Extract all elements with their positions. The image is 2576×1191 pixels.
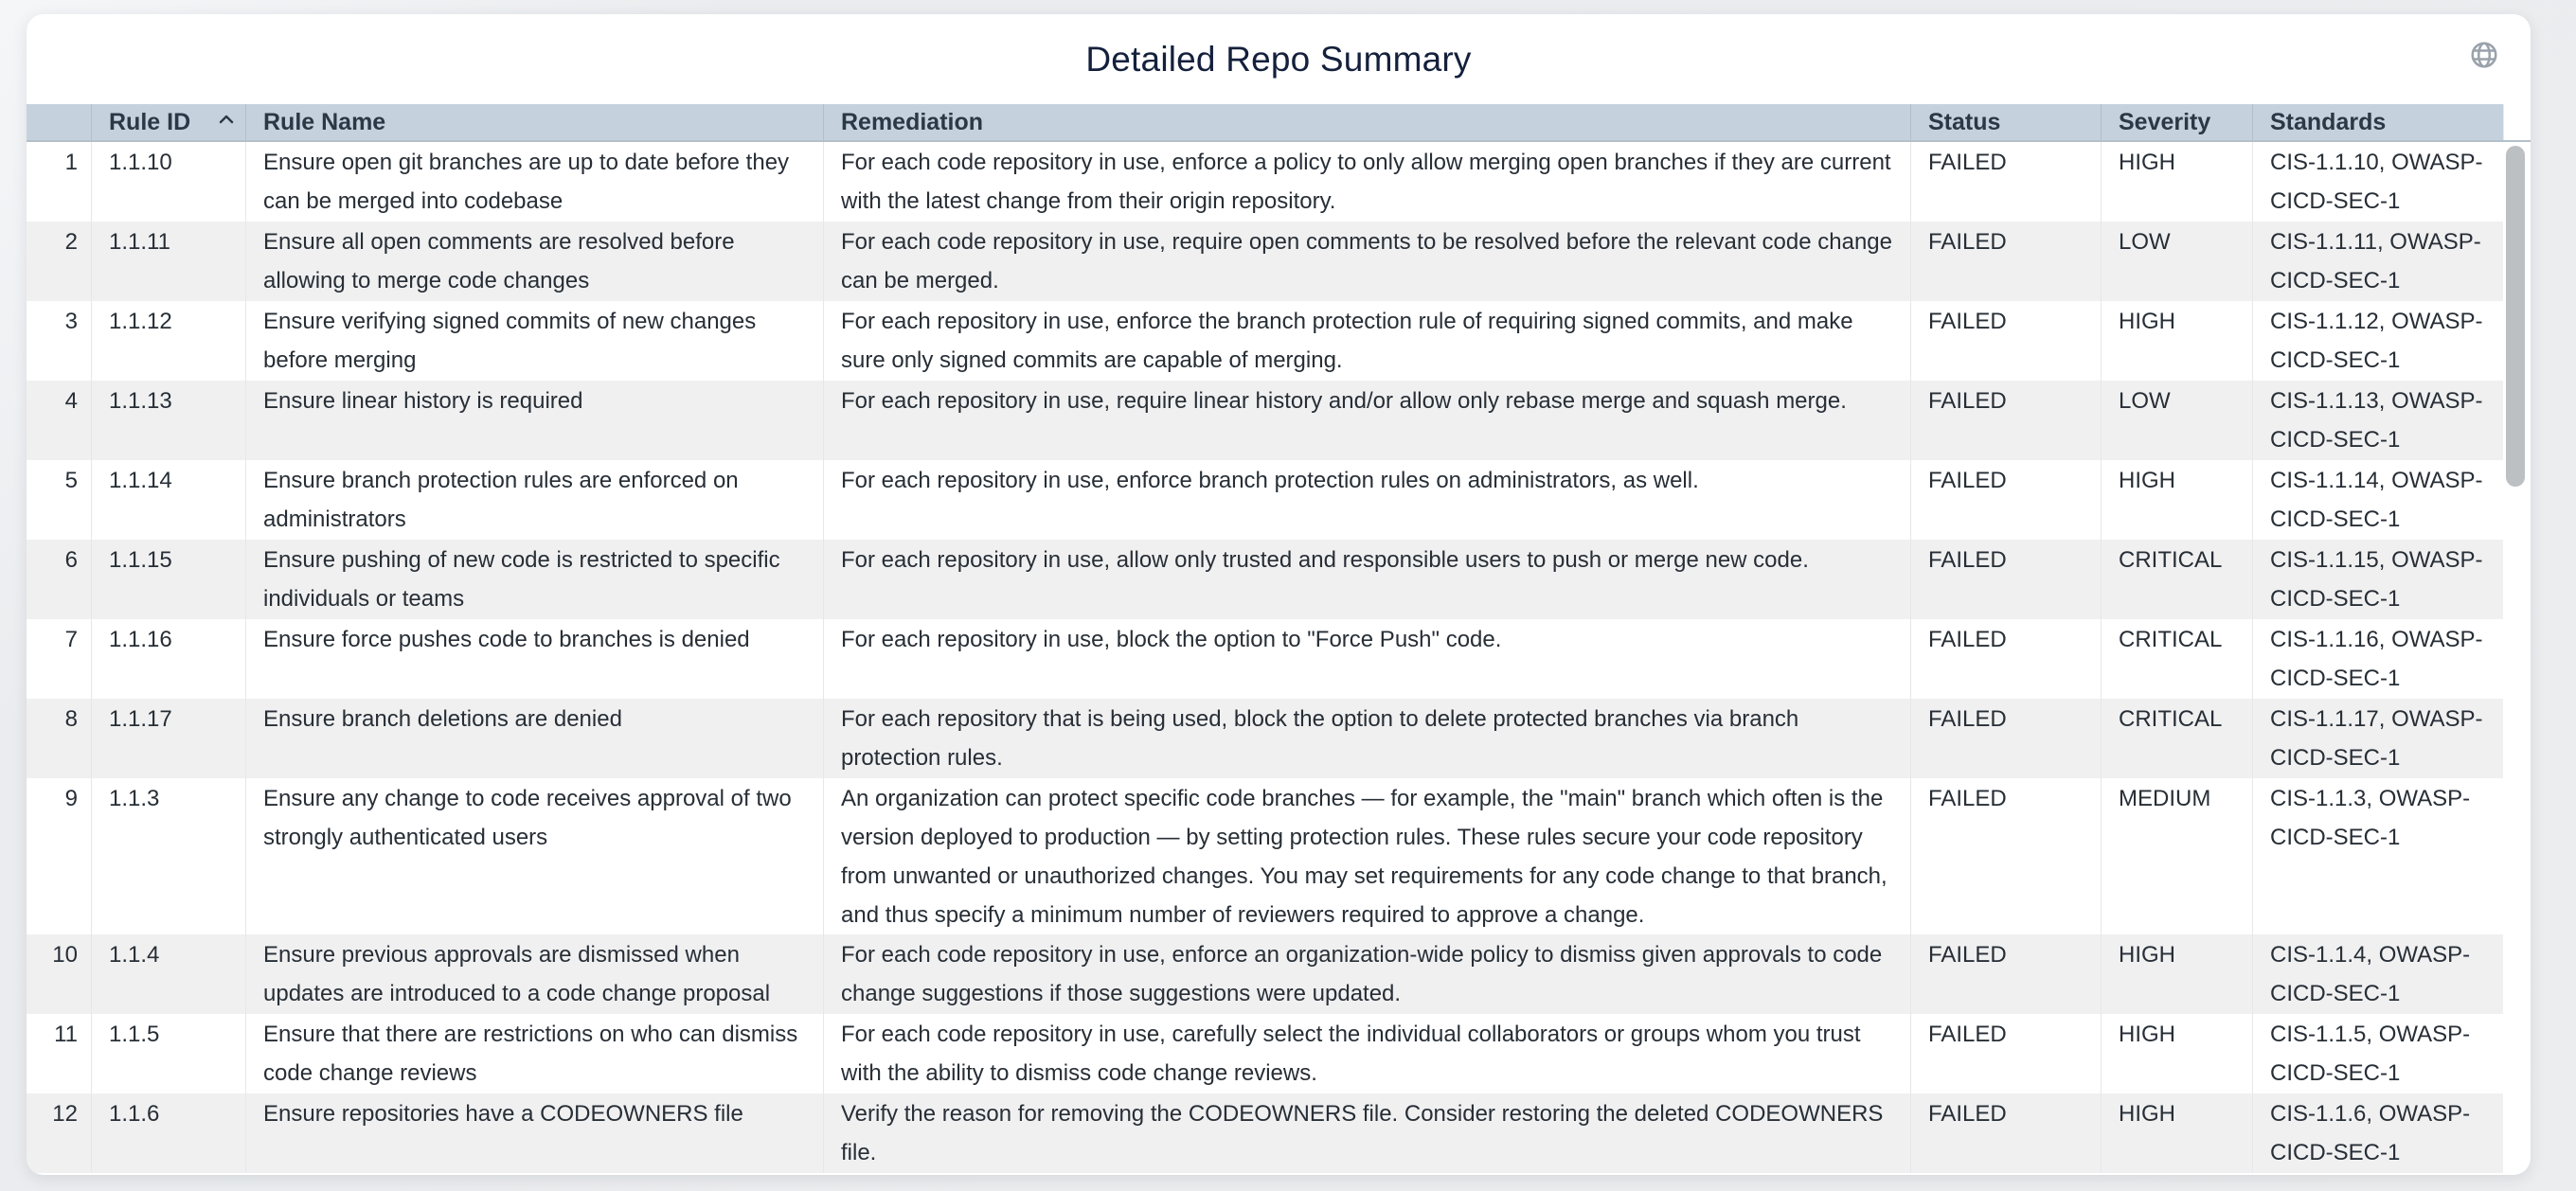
column-header-label: Severity bbox=[2119, 108, 2211, 135]
cell-standards: CIS-1.1.6, OWASP-CICD-SEC-1 bbox=[2270, 1101, 2471, 1165]
cell-severity: HIGH bbox=[2102, 142, 2253, 222]
cell-rule-id: 1.1.6 bbox=[92, 1093, 246, 1173]
cell-severity: LOW bbox=[2102, 381, 2253, 460]
cell-status: FAILED bbox=[1911, 460, 2102, 540]
cell-remediation: For each code repository in use, enforce an organization-wide policy to dismiss given approvals to code change suggestions if those suggestions were updated. bbox=[824, 934, 1911, 1014]
cell-standards: CIS-1.1.14, OWASP-CICD-SEC-1 bbox=[2270, 468, 2483, 532]
cell-rule-id: 1.1.15 bbox=[92, 540, 246, 619]
cell-num: 11 bbox=[27, 1014, 92, 1093]
page-title: Detailed Repo Summary bbox=[1085, 40, 1472, 79]
cell-remediation: For each repository in use, enforce the branch protection rule of requiring signed commits, and make sure only signed commits are capable of merging. bbox=[824, 301, 1911, 381]
vertical-scrollbar-thumb[interactable] bbox=[2506, 146, 2525, 487]
cell-status: FAILED bbox=[1911, 381, 2102, 460]
cell-severity: CRITICAL bbox=[2102, 699, 2253, 778]
cell-severity: LOW bbox=[2102, 222, 2253, 301]
table-row bbox=[27, 222, 2503, 301]
cell-num: 6 bbox=[27, 540, 92, 619]
cell-rule-id: 1.1.3 bbox=[92, 778, 246, 934]
cell-remediation: For each code repository in use, carefully select the individual collaborators or groups whom you trust with the ability to dismiss code change reviews. bbox=[824, 1014, 1911, 1093]
cell-num: 3 bbox=[27, 301, 92, 381]
cell-remediation: For each code repository in use, enforce a policy to only allow merging open branches if they are current with the latest change from their origin repository. bbox=[824, 142, 1911, 222]
table-header-row bbox=[27, 104, 2503, 140]
cell-num: 4 bbox=[27, 381, 92, 460]
table-row bbox=[27, 778, 2503, 934]
cell-rule-name: Ensure force pushes code to branches is denied bbox=[246, 619, 824, 699]
column-header-rule_name[interactable] bbox=[246, 104, 824, 140]
cell-status: FAILED bbox=[1911, 699, 2102, 778]
cell-rule-name: Ensure all open comments are resolved before allowing to merge code changes bbox=[246, 222, 824, 301]
column-header-status[interactable] bbox=[1911, 104, 2102, 140]
sort-ascending-icon bbox=[215, 108, 238, 137]
cell-remediation: For each code repository in use, require open comments to be resolved before the relevant code change can be merged. bbox=[824, 222, 1911, 301]
cell-rule-name: Ensure any change to code receives approval of two strongly authenticated users bbox=[246, 778, 824, 934]
cell-num: 2 bbox=[27, 222, 92, 301]
vertical-scrollbar-track[interactable] bbox=[2504, 142, 2527, 1173]
cell-severity: HIGH bbox=[2102, 1093, 2253, 1173]
cell-status: FAILED bbox=[1911, 1014, 2102, 1093]
table-row bbox=[27, 934, 2503, 1014]
column-header-remediation[interactable] bbox=[824, 104, 1911, 140]
language-button[interactable] bbox=[2468, 39, 2500, 71]
table-row bbox=[27, 1093, 2503, 1173]
cell-status: FAILED bbox=[1911, 1093, 2102, 1173]
table-row bbox=[27, 460, 2503, 540]
cell-severity: HIGH bbox=[2102, 1014, 2253, 1093]
cell-num: 7 bbox=[27, 619, 92, 699]
cell-severity: CRITICAL bbox=[2102, 619, 2253, 699]
cell-severity: HIGH bbox=[2102, 301, 2253, 381]
cell-rule-name: Ensure previous approvals are dismissed when updates are introduced to a code change proposal bbox=[246, 934, 824, 1014]
cell-rule-id: 1.1.13 bbox=[92, 381, 246, 460]
cell-severity: HIGH bbox=[2102, 934, 2253, 1014]
cell-status: FAILED bbox=[1911, 934, 2102, 1014]
cell-rule-id: 1.1.4 bbox=[92, 934, 246, 1014]
cell-standards: CIS-1.1.11, OWASP-CICD-SEC-1 bbox=[2270, 229, 2481, 293]
summary-card bbox=[27, 14, 2531, 1175]
cell-remediation: For each repository in use, enforce branch protection rules on administrators, as well. bbox=[824, 460, 1911, 540]
cell-rule-id: 1.1.11 bbox=[92, 222, 246, 301]
cell-num: 10 bbox=[27, 934, 92, 1014]
cell-remediation: An organization can protect specific code branches — for example, the "main" branch which often is the version deployed to production — by setting protection rules. These rules secure your code repository from unwanted or unauthorized changes. You may set requirements for any code change to that branch, and thus specify a minimum number of reviewers required to approve a change. bbox=[824, 778, 1911, 934]
cell-num: 12 bbox=[27, 1093, 92, 1173]
table-row bbox=[27, 540, 2503, 619]
cell-num: 8 bbox=[27, 699, 92, 778]
cell-num: 9 bbox=[27, 778, 92, 934]
cell-remediation: For each repository in use, allow only trusted and responsible users to push or merge new code. bbox=[824, 540, 1911, 619]
repo-summary-table bbox=[27, 104, 2504, 140]
cell-status: FAILED bbox=[1911, 778, 2102, 934]
cell-standards: CIS-1.1.12, OWASP-CICD-SEC-1 bbox=[2270, 309, 2483, 373]
cell-standards: CIS-1.1.13, OWASP-CICD-SEC-1 bbox=[2270, 388, 2483, 453]
cell-status: FAILED bbox=[1911, 540, 2102, 619]
cell-standards: CIS-1.1.5, OWASP-CICD-SEC-1 bbox=[2270, 1022, 2471, 1086]
cell-remediation: Verify the reason for removing the CODEOWNERS file. Consider restoring the deleted CODEOWNERS file. bbox=[824, 1093, 1911, 1173]
cell-rule-name: Ensure verifying signed commits of new changes before merging bbox=[246, 301, 824, 381]
table-row bbox=[27, 142, 2503, 222]
cell-status: FAILED bbox=[1911, 301, 2102, 381]
cell-rule-id: 1.1.12 bbox=[92, 301, 246, 381]
column-header-label: Rule ID bbox=[109, 108, 191, 135]
cell-severity: CRITICAL bbox=[2102, 540, 2253, 619]
cell-rule-name: Ensure branch deletions are denied bbox=[246, 699, 824, 778]
cell-rule-id: 1.1.10 bbox=[92, 142, 246, 222]
cell-standards: CIS-1.1.3, OWASP-CICD-SEC-1 bbox=[2270, 786, 2471, 850]
cell-standards: CIS-1.1.17, OWASP-CICD-SEC-1 bbox=[2270, 706, 2483, 771]
column-header-label: Status bbox=[1928, 108, 2001, 135]
cell-rule-name: Ensure open git branches are up to date before they can be merged into codebase bbox=[246, 142, 824, 222]
cell-remediation: For each repository in use, block the option to "Force Push" code. bbox=[824, 619, 1911, 699]
cell-remediation: For each repository that is being used, block the option to delete protected branches via branch protection rules. bbox=[824, 699, 1911, 778]
table-row bbox=[27, 381, 2503, 460]
cell-rule-id: 1.1.5 bbox=[92, 1014, 246, 1093]
cell-remediation: For each repository in use, require linear history and/or allow only rebase merge and squash merge. bbox=[824, 381, 1911, 460]
table-row bbox=[27, 1014, 2503, 1093]
cell-rule-name: Ensure branch protection rules are enforced on administrators bbox=[246, 460, 824, 540]
cell-rule-name: Ensure pushing of new code is restricted to specific individuals or teams bbox=[246, 540, 824, 619]
cell-standards: CIS-1.1.4, OWASP-CICD-SEC-1 bbox=[2270, 942, 2471, 1006]
cell-rule-name: Ensure linear history is required bbox=[246, 381, 824, 460]
column-header-standards[interactable] bbox=[2253, 104, 2503, 140]
cell-status: FAILED bbox=[1911, 222, 2102, 301]
table-row bbox=[27, 619, 2503, 699]
cell-status: FAILED bbox=[1911, 619, 2102, 699]
cell-rule-name: Ensure that there are restrictions on who can dismiss code change reviews bbox=[246, 1014, 824, 1093]
column-header-label: Standards bbox=[2270, 108, 2387, 135]
table-row bbox=[27, 699, 2503, 778]
table-row bbox=[27, 301, 2503, 381]
cell-num: 5 bbox=[27, 460, 92, 540]
column-header-label: Remediation bbox=[841, 108, 984, 135]
cell-rule-name: Ensure repositories have a CODEOWNERS file bbox=[246, 1093, 824, 1173]
cell-standards: CIS-1.1.10, OWASP-CICD-SEC-1 bbox=[2270, 150, 2483, 214]
column-header-rule_id[interactable] bbox=[92, 104, 246, 140]
cell-standards: CIS-1.1.15, OWASP-CICD-SEC-1 bbox=[2270, 547, 2483, 612]
cell-rule-id: 1.1.16 bbox=[92, 619, 246, 699]
globe-icon bbox=[2469, 59, 2499, 73]
cell-severity: MEDIUM bbox=[2102, 778, 2253, 934]
cell-rule-id: 1.1.14 bbox=[92, 460, 246, 540]
cell-severity: HIGH bbox=[2102, 460, 2253, 540]
cell-num: 1 bbox=[27, 142, 92, 222]
cell-standards: CIS-1.1.16, OWASP-CICD-SEC-1 bbox=[2270, 627, 2483, 691]
column-header-num[interactable] bbox=[27, 104, 92, 140]
column-header-label: Rule Name bbox=[263, 108, 386, 135]
cell-status: FAILED bbox=[1911, 142, 2102, 222]
cell-rule-id: 1.1.17 bbox=[92, 699, 246, 778]
table-body bbox=[27, 142, 2503, 1173]
column-header-severity[interactable] bbox=[2102, 104, 2253, 140]
